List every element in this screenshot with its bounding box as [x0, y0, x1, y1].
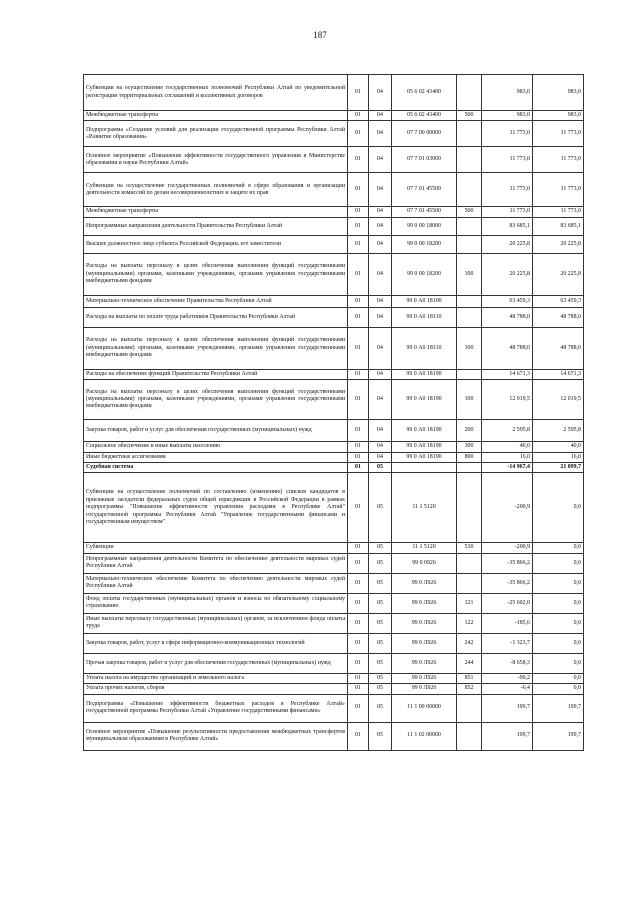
amount-1-cell: -8 658,3	[482, 653, 533, 673]
amount-2-cell: 20 225,8	[533, 235, 584, 253]
subsection-code-cell: 04	[369, 452, 392, 462]
expense-name-cell: Субвенции на осуществление государственных полномочий Республики Алтай по уведомительной регистрации территориальных соглашений и коллективных договоров	[84, 75, 348, 111]
section-code-cell: 01	[348, 452, 369, 462]
subsection-code-cell: 05	[369, 553, 392, 573]
subsection-code-cell: 05	[369, 633, 392, 653]
amount-1-cell: -14 967,4	[482, 463, 533, 473]
amount-2-cell: 83 685,1	[533, 217, 584, 235]
subsection-code-cell: 04	[369, 327, 392, 369]
expense-type-cell	[457, 307, 482, 327]
section-code-cell: 01	[348, 147, 369, 173]
expense-name-cell: Расходы на выплаты персоналу в целях обеспечения выполнения функций государственными (муниципальными) органами, казенными учреждениями, органами управления государственными внебюджетными фондами	[84, 327, 348, 369]
subsection-code-cell: 04	[369, 442, 392, 452]
expense-name-cell: Прочая закупка товаров, работ и услуг для обеспечения государственных (муниципальных) нужд	[84, 653, 348, 673]
amount-2-cell: 983,0	[533, 75, 584, 111]
amount-1-cell: -35 866,2	[482, 573, 533, 593]
amount-2-cell: 48 788,0	[533, 307, 584, 327]
expense-name-cell: Субвенции на осуществление полномочий по составлению (изменению) списков кандидатов в присяжные заседатели федеральных судов общей юрисдикции в Российской Федерации в рамках подпрограммы "Повышение эффективности управления расходами в Республике Алтай" государственной программы Республики Алтай "Управление государственными финансами и государственным имуществом"	[84, 473, 348, 543]
budget-table	[83, 74, 584, 751]
expense-type-cell	[457, 473, 482, 543]
expense-name-cell: Материально-техническое обеспечение Правительства Республики Алтай	[84, 295, 348, 307]
amount-2-cell: 0,0	[533, 684, 584, 694]
subsection-code-cell: 05	[369, 653, 392, 673]
subsection-code-cell: 04	[369, 380, 392, 420]
target-article-cell: 99 0 А0 18190	[392, 452, 457, 462]
expense-name-cell: Высшее должностное лицо субъекта Российской Федерации, его заместители	[84, 235, 348, 253]
expense-type-cell: 200	[457, 420, 482, 442]
amount-1-cell: 63 459,3	[482, 295, 533, 307]
expense-name-cell: Материально-техническое обеспечение Комитета по обеспечению деятельности мировых судей Республики Алтай	[84, 573, 348, 593]
amount-2-cell: 16,0	[533, 452, 584, 462]
expense-name-cell: Субвенции на осуществление государственных полномочий в сфере образования и организации деятельности комиссий по делам несовершеннолетних и защите их прав	[84, 173, 348, 207]
amount-1-cell: 16,0	[482, 452, 533, 462]
budget-table-body	[84, 75, 584, 751]
section-code-cell: 01	[348, 380, 369, 420]
table-row	[84, 173, 584, 207]
table-row	[84, 235, 584, 253]
table-row	[84, 369, 584, 379]
expense-type-cell: 530	[457, 543, 482, 553]
target-article-cell: 11 1 5120	[392, 473, 457, 543]
expense-name-cell: Основное мероприятие «Повышение эффективности государственного управления в Министерстве образования и науки Республики Алтай»	[84, 147, 348, 173]
amount-1-cell: -185,6	[482, 613, 533, 633]
expense-name-cell: Закупка товаров, работ и услуг для обеспечения государственных (муниципальных) нужд	[84, 420, 348, 442]
amount-2-cell: 21 099,7	[533, 463, 584, 473]
expense-name-cell: Межбюджетные трансферты	[84, 111, 348, 121]
expense-type-cell: 100	[457, 327, 482, 369]
amount-1-cell: 48 788,0	[482, 327, 533, 369]
expense-type-cell: 242	[457, 633, 482, 653]
target-article-cell: 99 0 А0 18190	[392, 442, 457, 452]
amount-2-cell: 0,0	[533, 553, 584, 573]
expense-type-cell: 100	[457, 253, 482, 295]
section-code-cell: 01	[348, 121, 369, 147]
table-row	[84, 553, 584, 573]
table-row	[84, 442, 584, 452]
subsection-code-cell: 04	[369, 253, 392, 295]
target-article-cell	[392, 463, 457, 473]
amount-2-cell: 199,7	[533, 722, 584, 750]
subsection-code-cell: 04	[369, 207, 392, 217]
amount-2-cell: 0,0	[533, 613, 584, 633]
amount-1-cell: 199,7	[482, 694, 533, 722]
table-row	[84, 380, 584, 420]
amount-1-cell: -200,9	[482, 543, 533, 553]
expense-type-cell	[457, 722, 482, 750]
table-row	[84, 207, 584, 217]
amount-1-cell: 83 685,1	[482, 217, 533, 235]
expense-type-cell	[457, 217, 482, 235]
expense-name-cell: Иные бюджетные ассигнования	[84, 452, 348, 462]
section-code-cell: 01	[348, 543, 369, 553]
expense-name-cell: Расходы на выплаты персоналу в целях обеспечения выполнения функций государственными (муниципальными) органами, казенными учреждениями, органами управления государственными внебюджетными фондами	[84, 380, 348, 420]
expense-type-cell: 851	[457, 673, 482, 683]
expense-type-cell	[457, 573, 482, 593]
section-code-cell: 01	[348, 75, 369, 111]
amount-2-cell: 20 225,8	[533, 253, 584, 295]
target-article-cell: 05 6 02 43400	[392, 111, 457, 121]
target-article-cell: 99 0 А0 18110	[392, 327, 457, 369]
amount-2-cell: 12 019,5	[533, 380, 584, 420]
expense-type-cell	[457, 369, 482, 379]
amount-1-cell: 983,0	[482, 75, 533, 111]
amount-2-cell: 199,7	[533, 694, 584, 722]
section-code-cell: 01	[348, 653, 369, 673]
subsection-code-cell: 04	[369, 369, 392, 379]
expense-name-cell: Расходы на выплаты персоналу в целях обеспечения выполнения функций государственными (муниципальными) органами, казенными учреждениями, органами управления государственными внебюджетными фондами	[84, 253, 348, 295]
section-code-cell: 01	[348, 295, 369, 307]
amount-1-cell: 11 773,0	[482, 147, 533, 173]
target-article-cell: 99 0 А0 18110	[392, 307, 457, 327]
amount-2-cell: 0,0	[533, 633, 584, 653]
expense-name-cell: Субвенции	[84, 543, 348, 553]
table-row	[84, 327, 584, 369]
expense-type-cell: 852	[457, 684, 482, 694]
table-row	[84, 75, 584, 111]
expense-name-cell: Непрограммные направления деятельности Комитета по обеспечению деятельности мировых судей Республики Алтай	[84, 553, 348, 573]
expense-type-cell: 500	[457, 111, 482, 121]
amount-1-cell: 11 773,0	[482, 207, 533, 217]
subsection-code-cell: 05	[369, 593, 392, 613]
amount-2-cell: 2 595,8	[533, 420, 584, 442]
expense-type-cell	[457, 121, 482, 147]
expense-type-cell: 122	[457, 613, 482, 633]
section-code-cell: 01	[348, 173, 369, 207]
amount-1-cell: -90,2	[482, 673, 533, 683]
expense-name-cell: Фонд оплаты государственных (муниципальных) органов и взносы по обязательному социальному страхованию	[84, 593, 348, 613]
subsection-code-cell: 04	[369, 420, 392, 442]
amount-2-cell: 14 671,3	[533, 369, 584, 379]
subsection-code-cell: 05	[369, 722, 392, 750]
subsection-code-cell: 04	[369, 173, 392, 207]
expense-type-cell: 100	[457, 380, 482, 420]
target-article-cell: 99 0 А0 18190	[392, 369, 457, 379]
amount-1-cell: 2 595,8	[482, 420, 533, 442]
section-code-cell: 01	[348, 593, 369, 613]
subsection-code-cell: 04	[369, 235, 392, 253]
expense-name-cell: Непрограммные направления деятельности Правительства Республики Алтай	[84, 217, 348, 235]
expense-type-cell	[457, 75, 482, 111]
expense-name-cell: Уплата налога на имущество организаций и земельного налога	[84, 673, 348, 683]
subsection-code-cell: 04	[369, 295, 392, 307]
section-code-cell: 01	[348, 633, 369, 653]
table-row	[84, 473, 584, 543]
amount-2-cell: 0,0	[533, 673, 584, 683]
expense-type-cell: 800	[457, 452, 482, 462]
subsection-code-cell: 04	[369, 75, 392, 111]
section-code-cell: 01	[348, 722, 369, 750]
section-code-cell: 01	[348, 553, 369, 573]
section-code-cell: 01	[348, 217, 369, 235]
table-row	[84, 452, 584, 462]
amount-1-cell: 199,7	[482, 722, 533, 750]
expense-name-cell: Закупка товаров, работ, услуг в сфере информационно-коммуникационных технологий	[84, 633, 348, 653]
section-code-cell: 01	[348, 573, 369, 593]
target-article-cell: 99 0 Л926	[392, 653, 457, 673]
subsection-code-cell: 04	[369, 217, 392, 235]
expense-name-cell: Основное мероприятие «Повышение результативности предоставления межбюджетных трансфертов муниципальным образованиям в Республике Алтай»	[84, 722, 348, 750]
target-article-cell: 99 0 Л926	[392, 684, 457, 694]
amount-2-cell: 983,0	[533, 111, 584, 121]
amount-2-cell: 0,0	[533, 573, 584, 593]
section-code-cell: 01	[348, 307, 369, 327]
expense-type-cell: 121	[457, 593, 482, 613]
table-row	[84, 613, 584, 633]
subsection-code-cell: 05	[369, 613, 392, 633]
target-article-cell: 99 0 00 18200	[392, 253, 457, 295]
expense-name-cell: Межбюджетные трансферты	[84, 207, 348, 217]
target-article-cell: 11 1 02 00000	[392, 722, 457, 750]
amount-1-cell: -200,9	[482, 473, 533, 543]
amount-2-cell: 11 773,0	[533, 207, 584, 217]
table-row	[84, 694, 584, 722]
expense-name-cell: Расходы на выплаты по оплате труда работников Правительства Республики Алтай	[84, 307, 348, 327]
table-row	[84, 653, 584, 673]
target-article-cell: 99 0 А0 18190	[392, 420, 457, 442]
section-code-cell: 01	[348, 420, 369, 442]
table-row	[84, 633, 584, 653]
amount-1-cell: -6,4	[482, 684, 533, 694]
target-article-cell: 99 0 Л926	[392, 633, 457, 653]
table-row	[84, 111, 584, 121]
target-article-cell: 99 0 А0 18100	[392, 295, 457, 307]
subsection-code-cell: 05	[369, 694, 392, 722]
expense-type-cell	[457, 173, 482, 207]
expense-type-cell	[457, 295, 482, 307]
table-row	[84, 722, 584, 750]
target-article-cell: 07 7 01 45500	[392, 173, 457, 207]
amount-2-cell: 11 773,0	[533, 121, 584, 147]
expense-type-cell	[457, 147, 482, 173]
section-code-cell: 01	[348, 235, 369, 253]
section-code-cell: 01	[348, 463, 369, 473]
section-code-cell: 01	[348, 442, 369, 452]
amount-1-cell: -35 866,2	[482, 553, 533, 573]
table-row	[84, 307, 584, 327]
target-article-cell: 99 0 00 18200	[392, 235, 457, 253]
table-row	[84, 295, 584, 307]
amount-1-cell: 11 773,0	[482, 173, 533, 207]
subsection-code-cell: 04	[369, 147, 392, 173]
expense-name-cell: Подпрограмма «Создание условий для реализации государственной программы Республики Алтай «Развитие образования»	[84, 121, 348, 147]
subsection-code-cell: 04	[369, 121, 392, 147]
subsection-code-cell: 05	[369, 473, 392, 543]
table-row	[84, 463, 584, 473]
subsection-code-cell: 05	[369, 463, 392, 473]
target-article-cell: 99 0 Л926	[392, 673, 457, 683]
table-row	[84, 684, 584, 694]
amount-2-cell: 0,0	[533, 473, 584, 543]
expense-name-cell: Подпрограмма «Повышение эффективности бюджетных расходов в Республике Алтай» государственной программы Республики Алтай «Управление государственными финансами»	[84, 694, 348, 722]
subsection-code-cell: 04	[369, 307, 392, 327]
section-code-cell: 01	[348, 207, 369, 217]
section-code-cell: 01	[348, 253, 369, 295]
target-article-cell: 11 1 5120	[392, 543, 457, 553]
section-code-cell: 01	[348, 613, 369, 633]
amount-2-cell: 0,0	[533, 593, 584, 613]
amount-1-cell: -25 602,0	[482, 593, 533, 613]
amount-1-cell: 20 225,8	[482, 235, 533, 253]
table-row	[84, 573, 584, 593]
table-row	[84, 253, 584, 295]
expense-type-cell	[457, 694, 482, 722]
amount-2-cell: 0,0	[533, 653, 584, 673]
table-row	[84, 420, 584, 442]
target-article-cell: 99 0 А0 18190	[392, 380, 457, 420]
target-article-cell: 99 0 00 18000	[392, 217, 457, 235]
expense-type-cell: 500	[457, 207, 482, 217]
section-code-cell: 01	[348, 673, 369, 683]
expense-type-cell	[457, 553, 482, 573]
target-article-cell: 05 6 02 43400	[392, 75, 457, 111]
amount-1-cell: 983,0	[482, 111, 533, 121]
expense-type-cell: 300	[457, 442, 482, 452]
amount-1-cell: 14 671,3	[482, 369, 533, 379]
subsection-code-cell: 05	[369, 573, 392, 593]
expense-name-cell: Судебная система	[84, 463, 348, 473]
target-article-cell: 99 0 Л926	[392, 573, 457, 593]
table-row	[84, 147, 584, 173]
amount-2-cell: 63 459,3	[533, 295, 584, 307]
table-row	[84, 543, 584, 553]
expense-type-cell	[457, 463, 482, 473]
amount-1-cell: 11 773,0	[482, 121, 533, 147]
amount-1-cell: 40,0	[482, 442, 533, 452]
target-article-cell: 99 0 Л926	[392, 613, 457, 633]
expense-name-cell: Уплата прочих налогов, сборов	[84, 684, 348, 694]
subsection-code-cell: 04	[369, 111, 392, 121]
target-article-cell: 07 7 01 45500	[392, 207, 457, 217]
amount-2-cell: 40,0	[533, 442, 584, 452]
page-number: 187	[313, 30, 327, 40]
section-code-cell: 01	[348, 684, 369, 694]
section-code-cell: 01	[348, 327, 369, 369]
expense-name-cell: Иные выплаты персоналу государственных (муниципальных) органов, за исключением фонда оплаты труда	[84, 613, 348, 633]
target-article-cell: 99 0 Л926	[392, 593, 457, 613]
amount-1-cell: 20 225,8	[482, 253, 533, 295]
table-row	[84, 217, 584, 235]
table-row	[84, 593, 584, 613]
amount-2-cell: 11 773,0	[533, 147, 584, 173]
amount-1-cell: 48 788,0	[482, 307, 533, 327]
target-article-cell: 99 0 0926	[392, 553, 457, 573]
table-row	[84, 121, 584, 147]
expense-type-cell: 244	[457, 653, 482, 673]
section-code-cell: 01	[348, 694, 369, 722]
section-code-cell: 01	[348, 369, 369, 379]
amount-1-cell: -1 323,7	[482, 633, 533, 653]
target-article-cell: 11 1 00 00000	[392, 694, 457, 722]
subsection-code-cell: 05	[369, 673, 392, 683]
table-row	[84, 673, 584, 683]
subsection-code-cell: 05	[369, 684, 392, 694]
target-article-cell: 07 7 00 00000	[392, 121, 457, 147]
amount-1-cell: 12 019,5	[482, 380, 533, 420]
expense-name-cell: Социальное обеспечение и иные выплаты населению	[84, 442, 348, 452]
amount-2-cell: 11 773,0	[533, 173, 584, 207]
expense-name-cell: Расходы на обеспечение функций Правительства Республики Алтай	[84, 369, 348, 379]
section-code-cell: 01	[348, 473, 369, 543]
amount-2-cell: 0,0	[533, 543, 584, 553]
expense-type-cell	[457, 235, 482, 253]
section-code-cell: 01	[348, 111, 369, 121]
target-article-cell: 07 7 01 03000	[392, 147, 457, 173]
amount-2-cell: 48 788,0	[533, 327, 584, 369]
subsection-code-cell: 05	[369, 543, 392, 553]
